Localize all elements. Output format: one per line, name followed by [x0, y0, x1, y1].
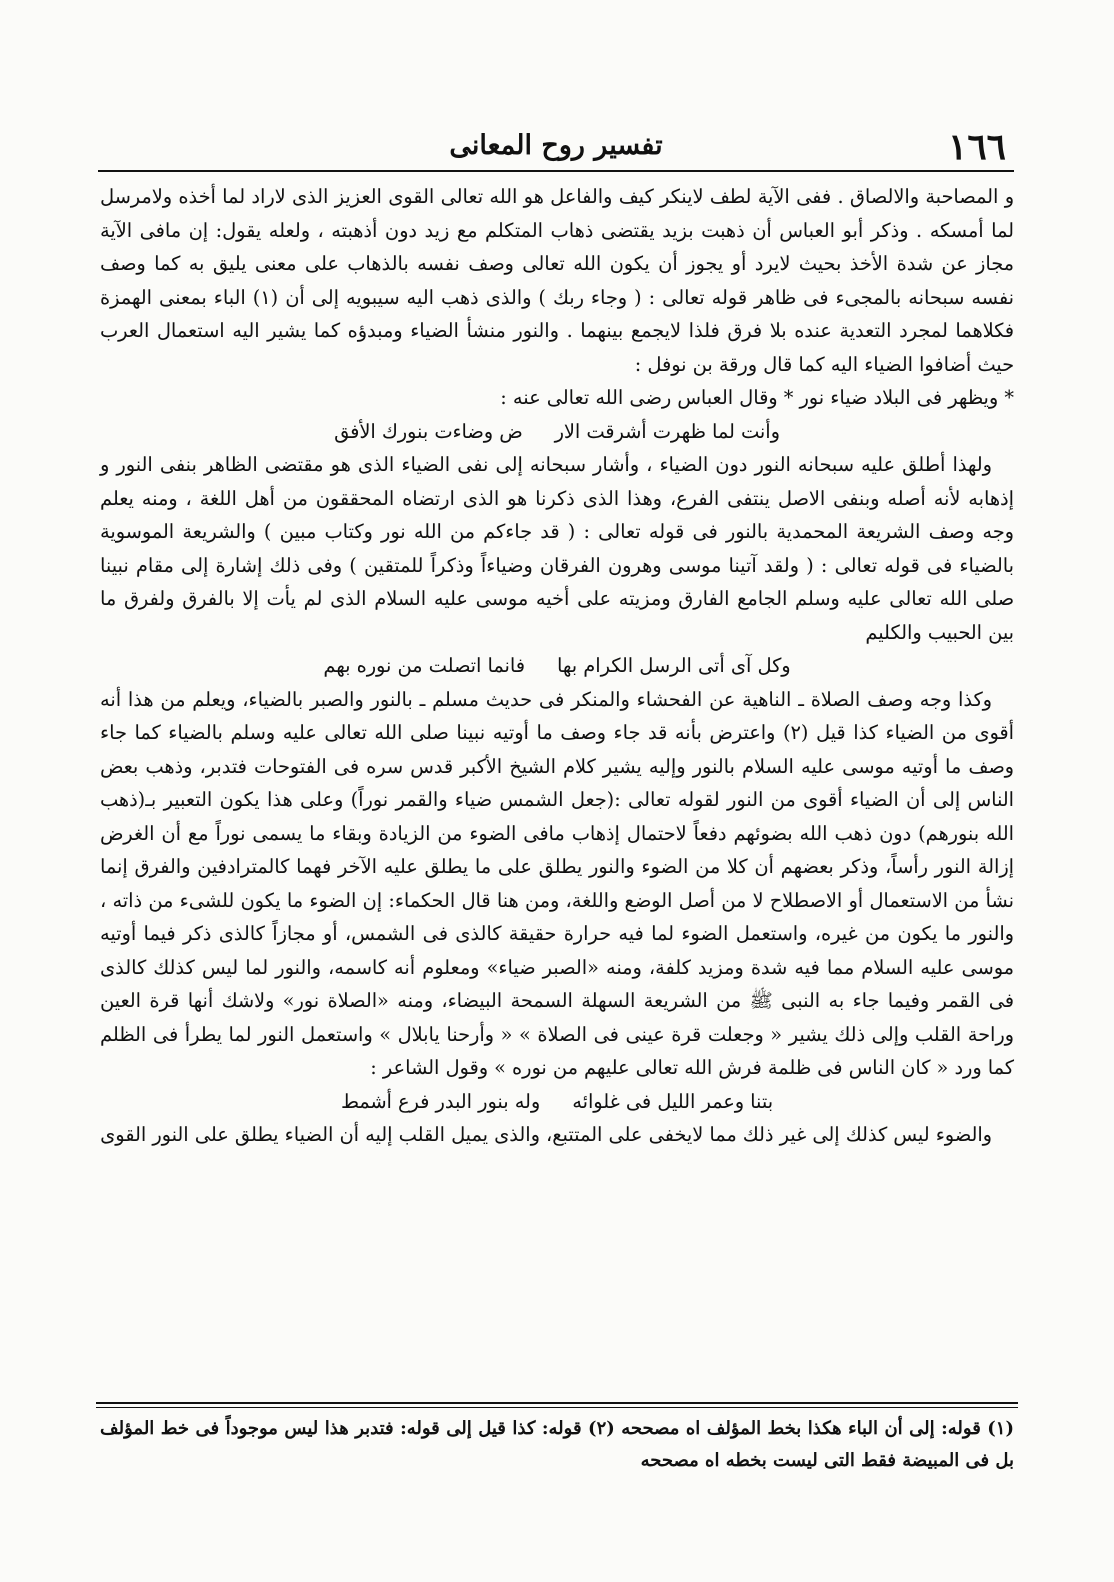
paragraph: * ويظهر فى البلاد ضياء نور * وقال العباس رضى الله تعالى عنه : [500, 386, 1014, 409]
paragraph: ولهذا أطلق عليه سبحانه النور دون الضياء ، وأشار سبحانه إلى نفى الضياء الذى هو مقتضى الظاهر بنفى النور و إذهابه لأنه أصله وبنفى الاصل ينتفى الفرع، وهذا الذى ذكرنا هو الذى ارتضاه المحققون من أهل اللغة ، ومنه يعلم وجه وصف الشريعة المحمدية بالنور فى قوله تعالى : ( قد جاءكم من الله نور وكتاب مبين ) والشريعة الموسوية بالضياء فى قوله تعالى : ( ولقد آتينا موسى وهرون الفرقان وضياءاً وذكراً للمتقين ) وفى ذلك إشارة إلى مقام نبينا صلى الله تعالى عليه وسلم الجامع الفارق ومزيته على أخيه موسى عليه السلام الذى لم يأت إلا بالفرق ولفرق ما بين الحبيب والكليم [100, 453, 1014, 644]
verse-hemistich-first: وكل آى أتى الرسل الكرام بها [557, 654, 791, 677]
footnote-divider [96, 1402, 1018, 1404]
footnote-divider-inner [96, 1407, 1018, 1408]
verse-hemistich-second: فانما اتصلت من نوره بهم [323, 654, 526, 677]
footnote: (١) قوله: إلى أن الباء هكذا بخط المؤلف اه مصححه (٢) قوله: كذا قيل إلى قوله: فتدبر هذا ليس موجوداً فى خط المؤلف بل فى المبيضة فقط التى ليست بخطه اه مصححه [100, 1418, 1014, 1471]
verse-line [100, 1085, 1014, 1119]
verse-line [100, 649, 1014, 683]
page-number: ١٦٦ [947, 126, 1006, 168]
verse-line [100, 415, 1014, 449]
verse-hemistich-second: ض وضاءت بنورك الأفق [334, 419, 523, 443]
paragraph: والضوء ليس كذلك إلى غير ذلك مما لايخفى على المتتبع، والذى يميل القلب إليه أن الضياء يطلق على النور القوى [100, 1123, 992, 1146]
paragraph: و المصاحبة والالصاق . ففى الآية لطف لاينكر كيف والفاعل هو الله تعالى القوى العزيز الذى لاراد لما أخذه ولامرسل لما أمسكه . وذكر أبو العباس أن ذهبت بزيد يقتضى ذهاب المتكلم مع زيد دون أذهبته ، ولعله يقول: إن مافى الآية مجاز عن شدة الأخذ بحيث لايرد أو يجوز أن يكون الله تعالى وصف نفسه بالذهاب على معنى يليق به كما وصف نفسه سبحانه بالمجىء فى ظاهر قوله تعالى : ( وجاء ربك ) والذى ذهب اليه سيبويه إلى أن (١) الباء بمعنى الهمزة فكلاهما لمجرد التعدية عنده بلا فرق فلذا لايجمع بينهما . والنور منشأ الضياء ومبدؤه كما يشير اليه استعمال العرب حيث أضافوا الضياء اليه كما قال ورقة بن نوفل : [100, 185, 1014, 376]
verse-hemistich-first: بتنا وعمر الليل فى غلوائه [572, 1089, 774, 1113]
verse-hemistich-second: وله بنور البدر فرع أشمط [340, 1089, 541, 1113]
paragraph: وكذا وجه وصف الصلاة ـ الناهية عن الفحشاء والمنكر فى حديث مسلم ـ بالنور والصبر بالضياء، ويعلم من هذا أنه أقوى من الضياء كذا قيل (٢) واعترض بأنه قد جاء وصف ما أوتيه نبينا صلى الله تعالى عليه وسلم بالضياء كما جاء وصف ما أوتيه موسى عليه السلام بالنور وإليه يشير كلام الشيخ الأكبر قدس سره فى الفتوحات فتدبر، وذهب بعض الناس إلى أن الضياء أقوى من النور لقوله تعالى :(جعل الشمس ضياء والقمر نوراً) وعلى هذا يكون التعبير بـ(ذهب الله بنورهم) دون ذهب الله بضوئهم دفعاً لاحتمال إذهاب مافى الضوء من الزيادة وبقاء ما يسمى نوراً مع أن الغرض إزالة النور رأساً، وذكر بعضهم أن كلا من الضوء والنور يطلق على ما يطلق عليه الآخر فهما كالمترادفين والفرق إنما نشأ من الاستعمال أو الاصطلاح لا من أصل الوضع واللغة، ومن هنا قال الحكماء: إن الضوء ما يكون للشىء من ذاته ، والنور ما يكون من غيره، واستعمل الضوء لما فيه حرارة حقيقة كالذى فى الشمس، أو مجازاً كالذى ذكر فيما أوتيه موسى عليه السلام مما فيه شدة ومزيد كلفة، ومنه «الصبر ضياء» ومعلوم أنه كاسمه، والنور لما ليس كذلك كالذى فى القمر وفيما جاء به النبى ﷺ من الشريعة السهلة السمحة البيضاء، ومنه «الصلاة نور» ولاشك أنها قرة العين وراحة القلب وإلى ذلك يشير « وجعلت قرة عينى فى الصلاة » « وأرحنا يابلال » واستعمل النور لما يطرأ فى الظلم كما ورد « كان الناس فى ظلمة فرش الله تعالى عليهم من نوره » وقول الشاعر : [100, 687, 1014, 1079]
running-title: تفسير روح المعانى [449, 130, 663, 161]
page-header [98, 118, 1014, 172]
verse-hemistich-first: وأنت لما ظهرت أشرقت الار [554, 419, 780, 443]
body-text [100, 180, 1014, 1152]
